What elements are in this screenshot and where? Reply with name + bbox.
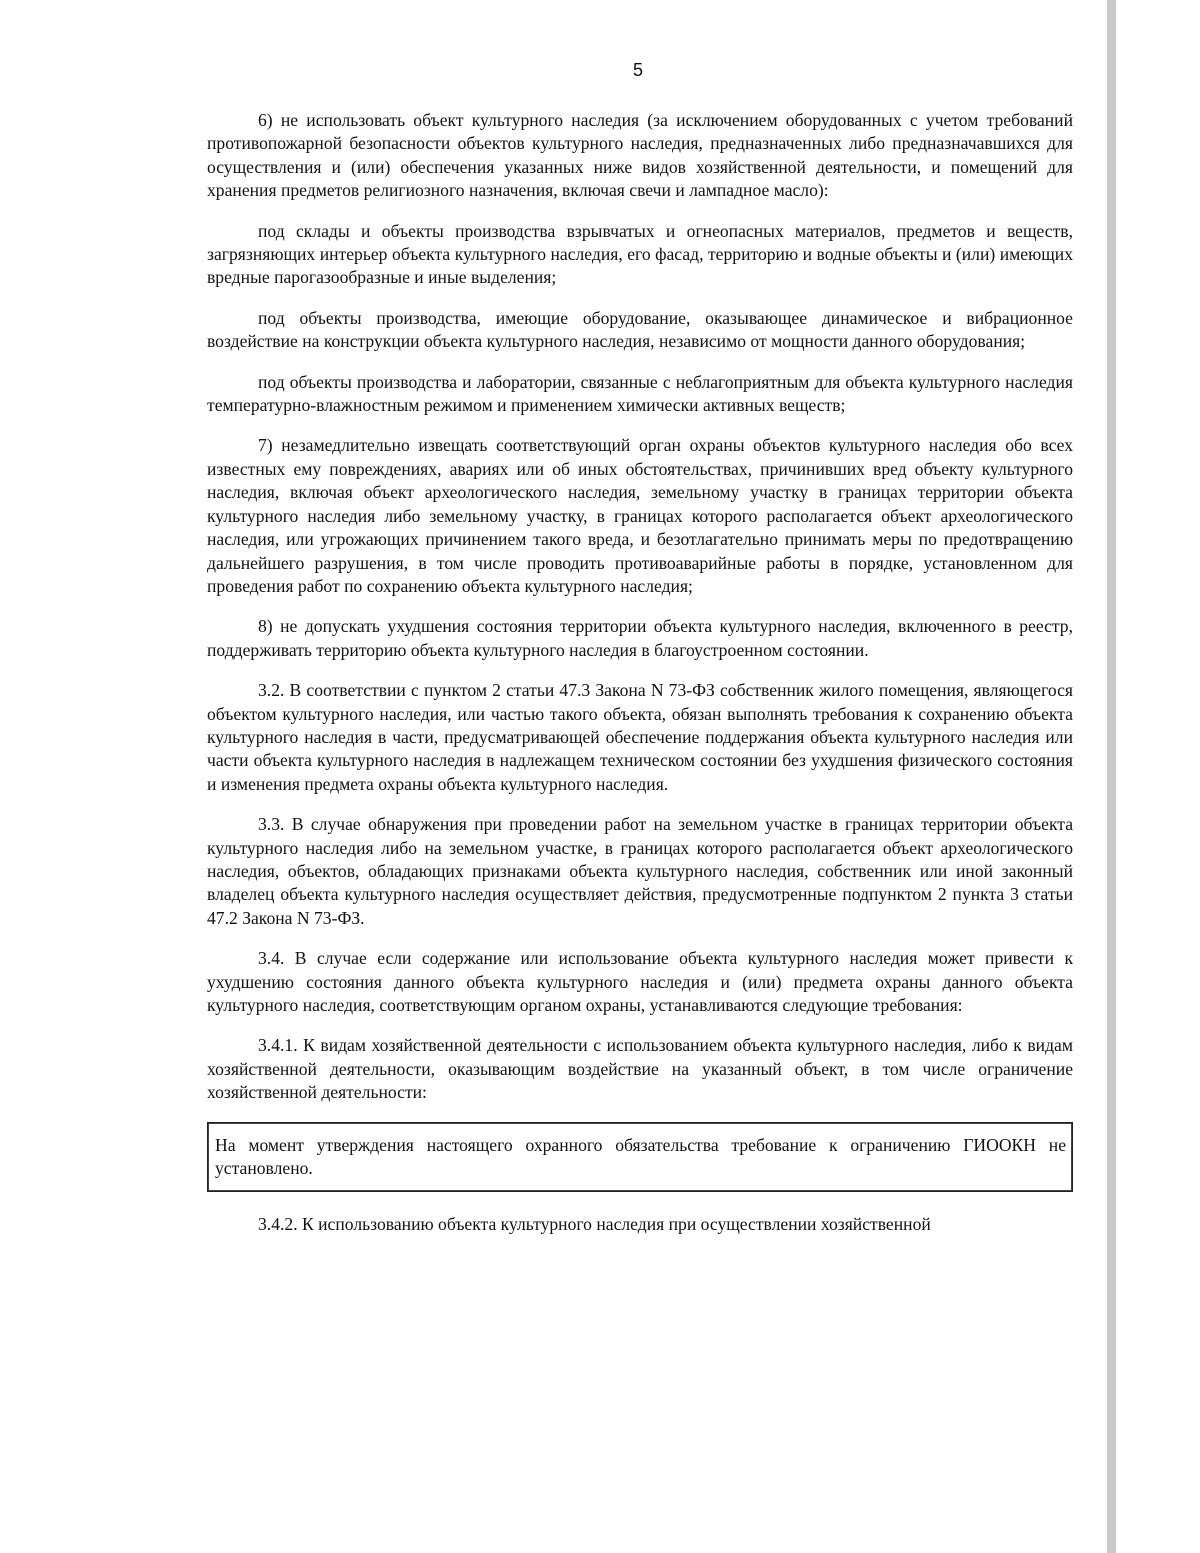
page-number: 5 [632, 60, 643, 80]
paragraph-3-4-2: 3.4.2. К использованию объекта культурного наследия при осуществлении хозяйственной [258, 1213, 931, 1234]
paragraph-7: 7) незамедлительно извещать соответствующий орган охраны объектов культурного наследия обо всех известных ему повреждениях, авариях или об иных обстоятельствах, причинивших вред объекту культурного наследия, включая объект археологического наследия, земельному участку в границах территории объекта культурного наследия либо земельному участку, в границах которого располагается объект археологического наследия, или угрожающих причинением такого вреда, и безотлагательно принимать меры по предотвращению дальнейшего разрушения, в том числе проводить противоаварийные работы в порядке, установленном для проведения работ по сохранению объекта культурного наследия; [207, 435, 1073, 596]
paragraph-dynamic-equipment: под объекты производства, имеющие оборудование, оказывающее динамическое и вибрационное воздействие на конструкции объекта культурного наследия, независимо от мощности данного оборудования; [207, 307, 1073, 352]
paragraph-8: 8) не допускать ухудшения состояния территории объекта культурного наследия, включенного в реестр, поддерживать территорию объекта культурного наследия в благоустроенном состоянии. [207, 616, 1073, 660]
paragraph-laboratories: под объекты производства и лаборатории, связанные с неблагоприятным для объекта культурного наследия температурно-влажностным режимом и применением химически активных веществ; [207, 371, 1073, 416]
boxed-notice-text: На момент утверждения настоящего охранного обязательства требование к ограничению ГИООКН не установлено. [215, 1134, 1066, 1179]
paragraph-3-4-1: 3.4.1. К видам хозяйственной деятельности с использованием объекта культурного наследия, либо к видам хозяйственной деятельности, оказывающим воздействие на указанный объект, в том числе ограничение хозяйственной деятельности: [207, 1035, 1073, 1103]
paragraph-3-4: 3.4. В случае если содержание или использование объекта культурного наследия может привести к ухудшению состояния данного объекта культурного наследия и (или) предмета охраны данного объекта культурного наследия, соответствующим органом охраны, устанавливаются следующие требования: [207, 948, 1073, 1015]
scan-edge [1107, 0, 1116, 1553]
paragraph-3-3: 3.3. В случае обнаружения при проведении работ на земельном участке в границах территории объекта культурного наследия либо на земельном участке, в границах которого располагается объект археологического наследия, объектов, обладающих признаками объекта культурного наследия, собственник или иной законный владелец объекта культурного наследия осуществляет действия, предусмотренные подпунктом 2 пункта 3 статьи 47.2 Закона N 73-ФЗ. [207, 814, 1073, 928]
boxed-notice [207, 1122, 1073, 1192]
paragraph-6: 6) не использовать объект культурного наследия (за исключением оборудованных с учетом требований противопожарной безопасности объектов культурного наследия, предназначенных либо предназначавшихся для осуществления и (или) обеспечения указанных ниже видов хозяйственной деятельности, и помещений для хранения предметов религиозного назначения, включая свечи и лампадное масло): [207, 110, 1073, 201]
paragraph-3-2: 3.2. В соответствии с пунктом 2 статьи 47.3 Закона N 73-ФЗ собственник жилого помещения, являющегося объектом культурного наследия, или частью такого объекта, обязан выполнять требования к сохранению объекта культурного наследия в части, предусматривающей обеспечение поддержания объекта культурного наследия или части объекта культурного наследия в надлежащем техническом состоянии без ухудшения физического состояния и изменения предмета охраны объекта культурного наследия. [207, 680, 1073, 794]
document-body [207, 109, 1073, 1236]
paragraph-warehouses: под склады и объекты производства взрывчатых и огнеопасных материалов, предметов и веществ, загрязняющих интерьер объекта культурного наследия, его фасад, территорию и водные объекты и (или) имеющих вредные парогазообразные и иные выделения; [207, 220, 1073, 288]
